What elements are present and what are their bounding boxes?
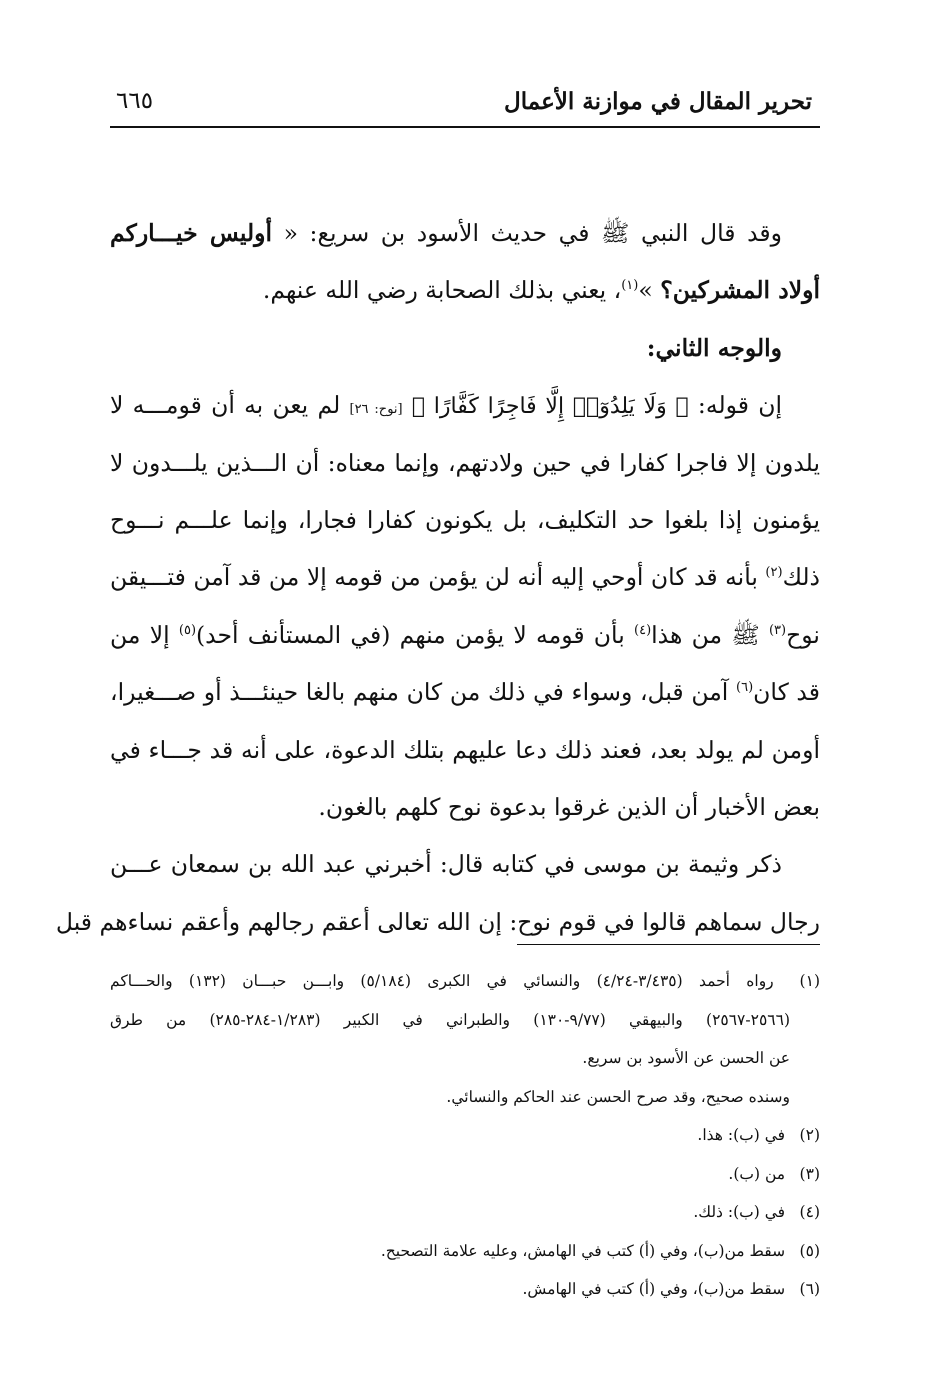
text-segment: آمن قبل، وسواء في ذلك من كان منهم بالغا حينئـــذ أو صـــغيرا، (110, 678, 729, 707)
text-segment: نوح (786, 620, 820, 649)
paragraph-line: ذكر وثيمة بن موسى في كتابه قال: أخبرني عبد الله بن سمعان عـــن (110, 850, 782, 879)
footnote-item (110, 962, 820, 1001)
running-header (110, 86, 820, 128)
footnote-item (110, 1193, 820, 1232)
paragraph-line (110, 607, 820, 664)
footnote-number: (٥) (799, 1241, 820, 1260)
footnote-text: رواه أحمد (٣/٤٣٥-٤/٢٤) والنسائي في الكبرى (٥/١٨٤) وابـــن حبـــان (١٣٢) والحـــاكم (110, 972, 774, 990)
footnote-divider (517, 944, 820, 945)
footnote-item (110, 1116, 820, 1155)
footnote-number: (٢) (799, 1126, 820, 1144)
main-text (55, 205, 820, 951)
footnote-item (110, 1232, 820, 1271)
text-segment: لم يعن به أن قومـــه لا (110, 391, 341, 420)
footnote-item (110, 1155, 820, 1194)
footnote-text: سقط من(ب)، وفي (أ) كتب في الهامش، وعليه علامة التصحيح. (380, 1241, 786, 1260)
footnote-ref: (٥) (178, 622, 197, 638)
paragraph-line (110, 262, 820, 319)
text-segment: ذلك (782, 563, 820, 592)
footnote-ref: (٢) (765, 565, 783, 581)
paragraph-line: يلدون إلا فاجرا كفارا في حين ولادتهم، وإنما معناه: أن الـــذين يلـــدون لا (110, 448, 820, 477)
text-segment: ﷺ من هذا (651, 620, 760, 649)
hadith-quote: أوليس خيـــاركم (110, 219, 272, 247)
footnote-text: من (ب). (728, 1164, 786, 1183)
paragraph-line: يؤمنون إذا بلغوا حد التكليف، بل يكونون كفارا فجارا، وإنما علـــم نـــوح (110, 505, 820, 534)
text-segment: وقد قال النبي ﷺ في حديث الأسود بن سريع: « (283, 219, 782, 247)
paragraph-line: رجال سماهم قالوا في قوم نوح: إن الله تعالى أعقم رجالهم وأعقم نساءهم قبل (55, 907, 820, 936)
hadith-quote: أولاد المشركين؟ (660, 276, 820, 305)
footnote-item (110, 1270, 820, 1309)
footnote-ref: (٣) (768, 622, 787, 638)
text-segment: قد كان (753, 678, 820, 707)
footnotes (110, 962, 820, 1309)
footnote-ref: (٤) (634, 622, 652, 638)
text-segment: إلا من (110, 620, 170, 649)
section-heading: والوجه الثاني: (646, 333, 782, 362)
footnote-text: في (ب): ذلك. (693, 1203, 786, 1221)
footnote-text: في (ب): هذا. (697, 1126, 786, 1144)
footnote-text: سقط من(ب)، وفي (أ) كتب في الهامش. (522, 1280, 786, 1298)
paragraph-line (110, 664, 820, 721)
text-segment: إن قوله: (697, 391, 782, 420)
footnote-number: (٤) (799, 1203, 820, 1221)
footnote-number: (١) (799, 972, 820, 990)
footnote-ref: (٦) (736, 680, 754, 696)
text-segment: ، يعني بذلك الصحابة رضي الله عنهم. (262, 276, 622, 305)
quote-mark: » (638, 276, 653, 305)
paragraph-line (110, 205, 820, 262)
paragraph-line: بعض الأخبار أن الذين غرقوا بدعوة نوح كلهم بالغون. (318, 792, 820, 821)
quran-verse: ﴿ وَلَا يَلِدُوٓا۟ إِلَّا فَاجِرًا كَفَّارًا ﴾ (411, 394, 689, 420)
footnote-continuation: وسنده صحيح، وقد صرح الحسن عند الحاكم والنسائي. (446, 1087, 790, 1106)
footnote-ref: (١) (621, 278, 639, 294)
footnote-number: (٦) (799, 1280, 820, 1298)
footnote-number: (٣) (799, 1164, 820, 1183)
footnote-continuation: (٢٥٦٦-٢٥٦٧) والبيهقي (٩/٧٧-١٣٠) والطبراني في الكبير (١/٢٨٣-٢٨٤-٢٨٥) من طرق (110, 1010, 790, 1029)
paragraph-line (110, 549, 820, 606)
page-number: ٦٦٥ (116, 88, 154, 114)
text-segment: بأنه قد كان أوحي إليه أنه لن يؤمن من قومه إلا من قد آمن فتـــيقن (110, 563, 758, 592)
text-segment: بأن قومه لا يؤمن منهم (في المستأنف أحد) (196, 620, 625, 649)
paragraph-line: أومن لم يولد بعد، فعند ذلك دعا عليهم بتلك الدعوة، على أنه قد جـــاء في (110, 735, 820, 764)
paragraph-line (110, 377, 820, 434)
book-title: تحرير المقال في موازنة الأعمال (504, 88, 812, 115)
verse-reference: [نوح: ٢٦] (349, 402, 403, 418)
footnote-continuation: عن الحسن عن الأسود بن سريع. (582, 1049, 790, 1067)
